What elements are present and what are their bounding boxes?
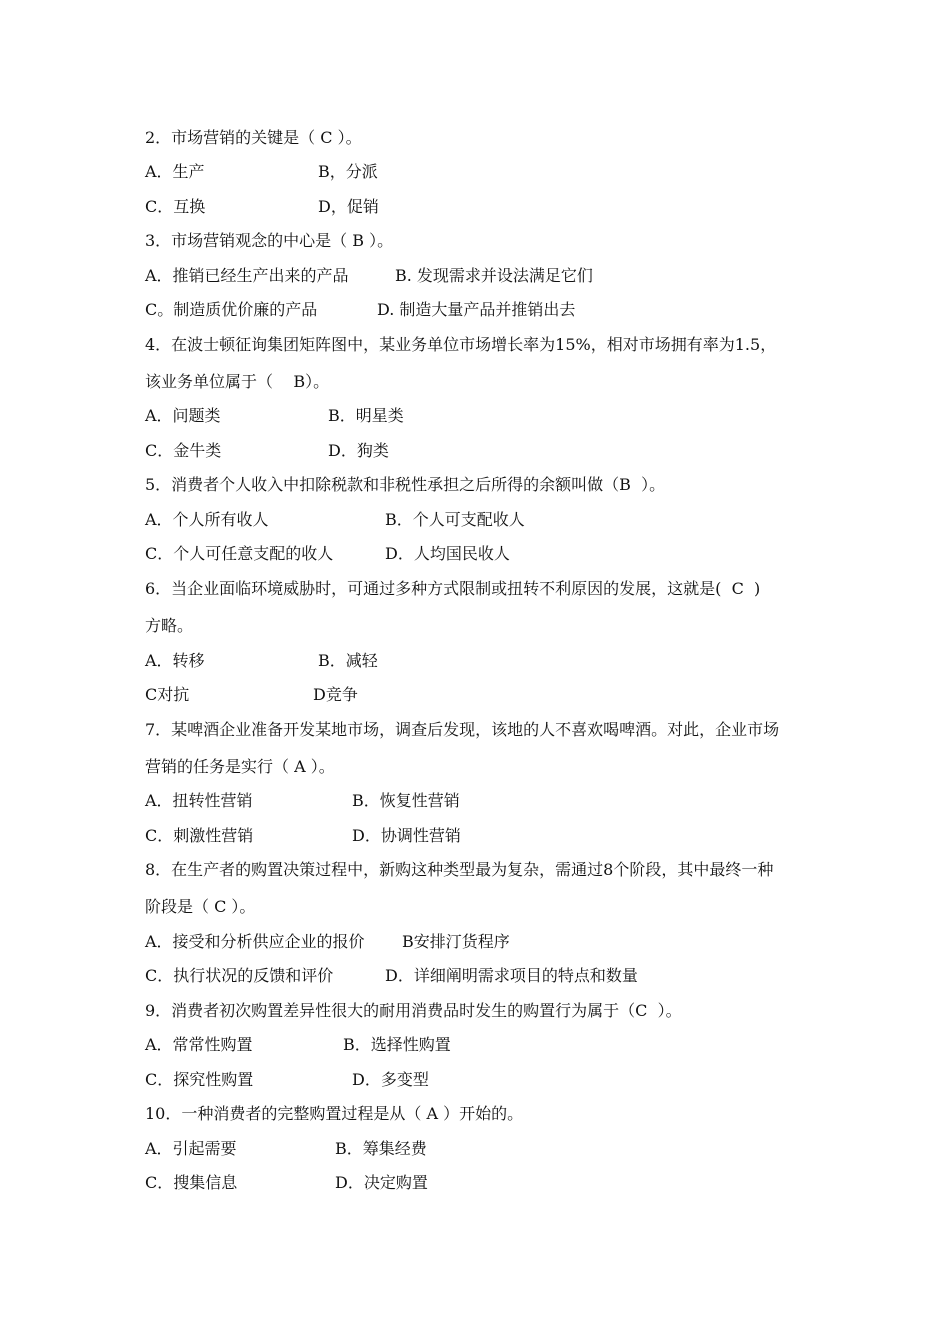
option-d: D．详细阐明需求项目的特点和数量 [385, 966, 638, 985]
option-c: C．金牛类 [145, 441, 222, 460]
option-c: C．刺激性营销 [145, 826, 254, 845]
question-stem-cont: 营销的任务是实行（ A ）。 [145, 757, 335, 776]
question-stem: 8．在生产者的购置决策过程中，新购这种类型最为复杂，需通过8个阶段，其中最终一种 [145, 860, 774, 879]
option-row [145, 264, 593, 288]
option-a: A．扭转性营销 [145, 791, 253, 810]
option-row [145, 964, 638, 988]
question-stem: 5．消费者个人收入中扣除税款和非税性承担之后所得的余额叫做（B ）。 [145, 475, 666, 494]
question-stem-cont: 方略。 [145, 616, 194, 635]
question-stem: 9．消费者初次购置差异性很大的耐用消费品时发生的购置行为属于（C ）。 [145, 1001, 682, 1020]
option-b: B．减轻 [318, 651, 378, 670]
question-stem: 4．在波士顿征询集团矩阵图中，某业务单位市场增长率为15%，相对市场拥有率为1.5， [145, 335, 777, 354]
option-b: B．明星类 [328, 406, 404, 425]
option-b: B. 发现需求并设法满足它们 [395, 266, 593, 285]
question-stem-cont: 阶段是（ C ）。 [145, 897, 256, 916]
question-stem: 3．市场营销观念的中心是（ B ）。 [145, 231, 394, 250]
option-d: D竞争 [313, 685, 358, 704]
option-c: C．互换 [145, 197, 206, 216]
option-b: B，分派 [318, 162, 378, 181]
option-b: B．恢复性营销 [352, 791, 460, 810]
option-row [145, 508, 525, 532]
option-a: A．生产 [145, 162, 205, 181]
option-row [145, 789, 460, 813]
question-stem: 2．市场营销的关键是（ C ）。 [145, 128, 362, 147]
option-row [145, 1068, 429, 1092]
option-a: A．个人所有收人 [145, 510, 269, 529]
option-row [145, 298, 576, 322]
option-d: D．狗类 [328, 441, 389, 460]
option-d: D．人均国民收人 [385, 544, 510, 563]
option-b: B．个人可支配收人 [385, 510, 525, 529]
option-c: C．探究性购置 [145, 1070, 254, 1089]
option-row [145, 439, 389, 463]
option-d: D，促销 [318, 197, 379, 216]
option-row [145, 404, 404, 428]
option-row [145, 1137, 427, 1161]
option-d: D. 制造大量产品并推销出去 [377, 300, 576, 319]
option-b: B．选择性购置 [343, 1035, 451, 1054]
option-row [145, 649, 378, 673]
option-row [145, 824, 461, 848]
option-a: A．转移 [145, 651, 205, 670]
option-row [145, 1171, 428, 1195]
option-row [145, 195, 379, 219]
option-a: A．引起需要 [145, 1139, 237, 1158]
option-d: D．决定购置 [335, 1173, 428, 1192]
question-stem: 7．某啤酒企业准备开发某地市场，调查后发现，该地的人不喜欢喝啤酒。对此，企业市场 [145, 720, 780, 739]
option-row [145, 160, 378, 184]
question-stem-cont: 该业务单位属于（ B）。 [145, 372, 330, 391]
option-c: C．搜集信息 [145, 1173, 238, 1192]
option-a: A．接受和分析供应企业的报价 [145, 932, 365, 951]
question-stem: 10．一种消费者的完整购置过程是从（ A ）开始的。 [145, 1104, 524, 1123]
option-c: C对抗 [145, 685, 190, 704]
option-row [145, 1033, 451, 1057]
option-row [145, 930, 510, 954]
option-b: B．筹集经费 [335, 1139, 427, 1158]
option-d: D．多变型 [352, 1070, 429, 1089]
option-c: C。制造质优价廉的产品 [145, 300, 318, 319]
option-row [145, 683, 358, 707]
option-a: A．问题类 [145, 406, 221, 425]
option-a: A．推销已经生产出来的产品 [145, 266, 349, 285]
option-c: C．个人可任意支配的收人 [145, 544, 334, 563]
option-c: C．执行状况的反馈和评价 [145, 966, 334, 985]
option-a: A．常常性购置 [145, 1035, 253, 1054]
option-row [145, 542, 510, 566]
option-b: B安排汀货程序 [402, 932, 510, 951]
question-stem: 6．当企业面临环境威胁时，可通过多种方式限制或扭转不利原因的发展，这就是( C ) [145, 579, 761, 598]
option-d: D．协调性营销 [352, 826, 461, 845]
